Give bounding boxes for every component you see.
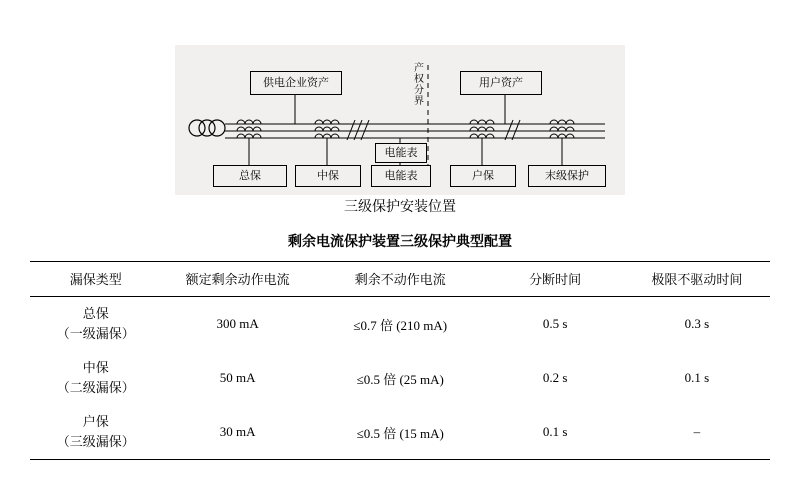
table-header-cell-3: 分断时间 <box>529 272 582 287</box>
figure-box-meter-inline <box>375 143 427 163</box>
figure-box-supply-assets <box>250 71 342 95</box>
figure-box-user-assets <box>460 71 542 95</box>
table-header-cell-1: 额定剩余动作电流 <box>185 272 290 287</box>
cell-rated-current: 50 mA <box>219 370 256 385</box>
cell-type-line1: 户保 <box>82 414 109 429</box>
cell-limit-time: 0.3 s <box>684 316 710 331</box>
table-head <box>30 262 770 297</box>
table-row <box>30 297 770 352</box>
table-header-cell-2: 剩余不动作电流 <box>354 272 446 287</box>
cell-limit-time: – <box>693 424 701 439</box>
table-header-cell-4: 极限不驱动时间 <box>651 272 743 287</box>
supply-assets-label: 供电企业资产 <box>263 76 329 89</box>
property-boundary-label: 产权分界 <box>414 63 424 107</box>
table-header-cell-0: 漏保类型 <box>69 272 122 287</box>
cell-type-line1: 总保 <box>82 306 109 321</box>
figure-three-level-protection <box>175 45 625 195</box>
cell-rated-current: 30 mA <box>219 424 256 439</box>
cell-non-action-current: ≤0.5 倍 (25 mA) <box>356 371 444 387</box>
figure-box-device-0: 总保 <box>213 165 287 187</box>
cell-break-time: 0.5 s <box>542 316 568 331</box>
figure-box-device-4: 末级保护 <box>528 165 606 187</box>
table-body <box>30 297 770 460</box>
protection-config-table <box>30 261 770 460</box>
table-header-row <box>30 262 770 297</box>
figure-box-device-1: 中保 <box>295 165 361 187</box>
cell-type <box>30 351 162 405</box>
cell-non-action-current: ≤0.5 倍 (15 mA) <box>356 425 444 441</box>
figure-caption: 三级保护安装位置 <box>344 198 456 214</box>
table-row <box>30 351 770 405</box>
cell-type <box>30 297 162 352</box>
cell-type-line1: 中保 <box>82 360 109 375</box>
cell-non-action-current: ≤0.7 倍 (210 mA) <box>353 317 448 333</box>
meter-inline-label: 电能表 <box>384 146 418 159</box>
cell-type-line2: （二级漏保） <box>56 380 135 395</box>
cell-type-line2: （三级漏保） <box>56 434 135 449</box>
cell-rated-current: 300 mA <box>216 316 259 331</box>
cell-type <box>30 405 162 460</box>
cell-break-time: 0.1 s <box>542 424 568 439</box>
table-title: 剩余电流保护装置三级保护典型配置 <box>288 233 512 249</box>
cell-type-line2: （一级漏保） <box>56 326 135 341</box>
table-row <box>30 405 770 460</box>
user-assets-label: 用户资产 <box>479 76 523 89</box>
cell-break-time: 0.2 s <box>542 370 568 385</box>
figure-box-device-3: 户保 <box>450 165 516 187</box>
cell-limit-time: 0.1 s <box>684 370 710 385</box>
figure-box-device-2: 电能表 <box>371 165 431 187</box>
